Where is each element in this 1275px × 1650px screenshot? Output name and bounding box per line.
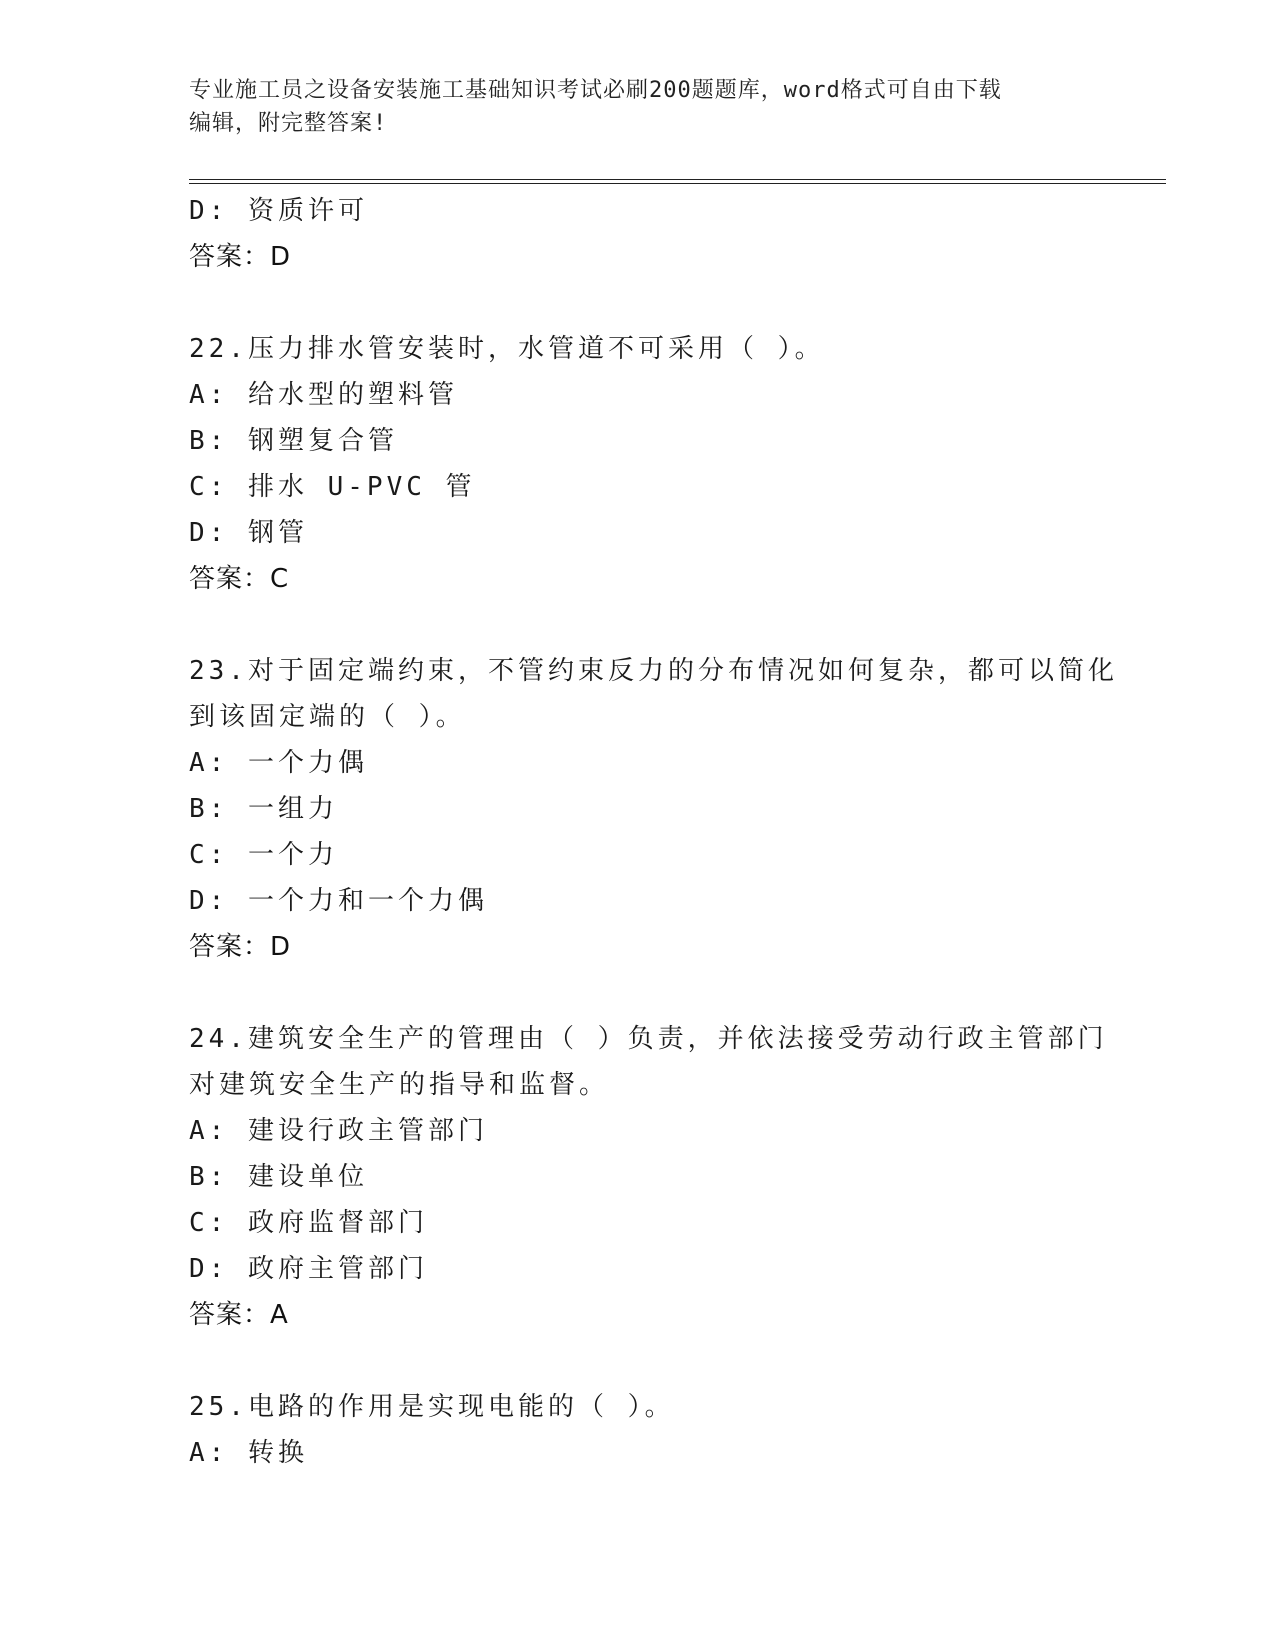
prev-answer: 答案：D <box>189 242 292 272</box>
answer: 答案：D <box>189 932 292 962</box>
option-d: D: 钢管 <box>189 518 308 548</box>
question-stem-line-2: 对建筑安全生产的指导和监督。 <box>189 1070 610 1100</box>
answer: 答案：C <box>189 564 290 594</box>
option-a: A: 转换 <box>189 1438 308 1468</box>
header-title-line-1: 专业施工员之设备安装施工基础知识考试必刷200题题库，word格式可自由下载 <box>189 78 1002 103</box>
question-22 <box>189 326 1089 602</box>
option-a: A: 建设行政主管部门 <box>189 1116 488 1146</box>
option-b: B: 一组力 <box>189 794 338 824</box>
document-header <box>189 74 1089 140</box>
spacer <box>189 1338 1089 1384</box>
header-divider-bottom <box>189 183 1166 184</box>
question-24 <box>189 1016 1108 1338</box>
option-a: A: 一个力偶 <box>189 748 368 778</box>
prev-option-d: D: 资质许可 <box>189 196 368 226</box>
answer: 答案：A <box>189 1300 289 1330</box>
question-list <box>189 188 1118 1476</box>
spacer <box>189 280 1089 326</box>
option-a: A: 给水型的塑料管 <box>189 380 458 410</box>
question-stem-line-1: 23.对于固定端约束，不管约束反力的分布情况如何复杂，都可以简化 <box>189 656 1118 686</box>
header-divider-top <box>189 179 1166 180</box>
option-c: C: 一个力 <box>189 840 338 870</box>
question-23 <box>189 648 1118 970</box>
option-b: B: 建设单位 <box>189 1162 368 1192</box>
spacer <box>189 970 1089 1016</box>
question-stem-line-2: 到该固定端的（ ）。 <box>189 702 466 732</box>
question-stem: 25.电路的作用是实现电能的（ ）。 <box>189 1392 675 1422</box>
option-c: C: 政府监督部门 <box>189 1208 428 1238</box>
option-d: D: 政府主管部门 <box>189 1254 428 1284</box>
header-title-line-2: 编辑，附完整答案! <box>189 111 388 136</box>
question-25 <box>189 1384 1089 1476</box>
question-stem-line-1: 24.建筑安全生产的管理由（ ）负责，并依法接受劳动行政主管部门 <box>189 1024 1108 1054</box>
spacer <box>189 602 1089 648</box>
question-stem: 22.压力排水管安装时，水管道不可采用（ ）。 <box>189 334 825 364</box>
option-d: D: 一个力和一个力偶 <box>189 886 488 916</box>
option-c: C: 排水 U-PVC 管 <box>189 472 476 502</box>
option-b: B: 钢塑复合管 <box>189 426 398 456</box>
